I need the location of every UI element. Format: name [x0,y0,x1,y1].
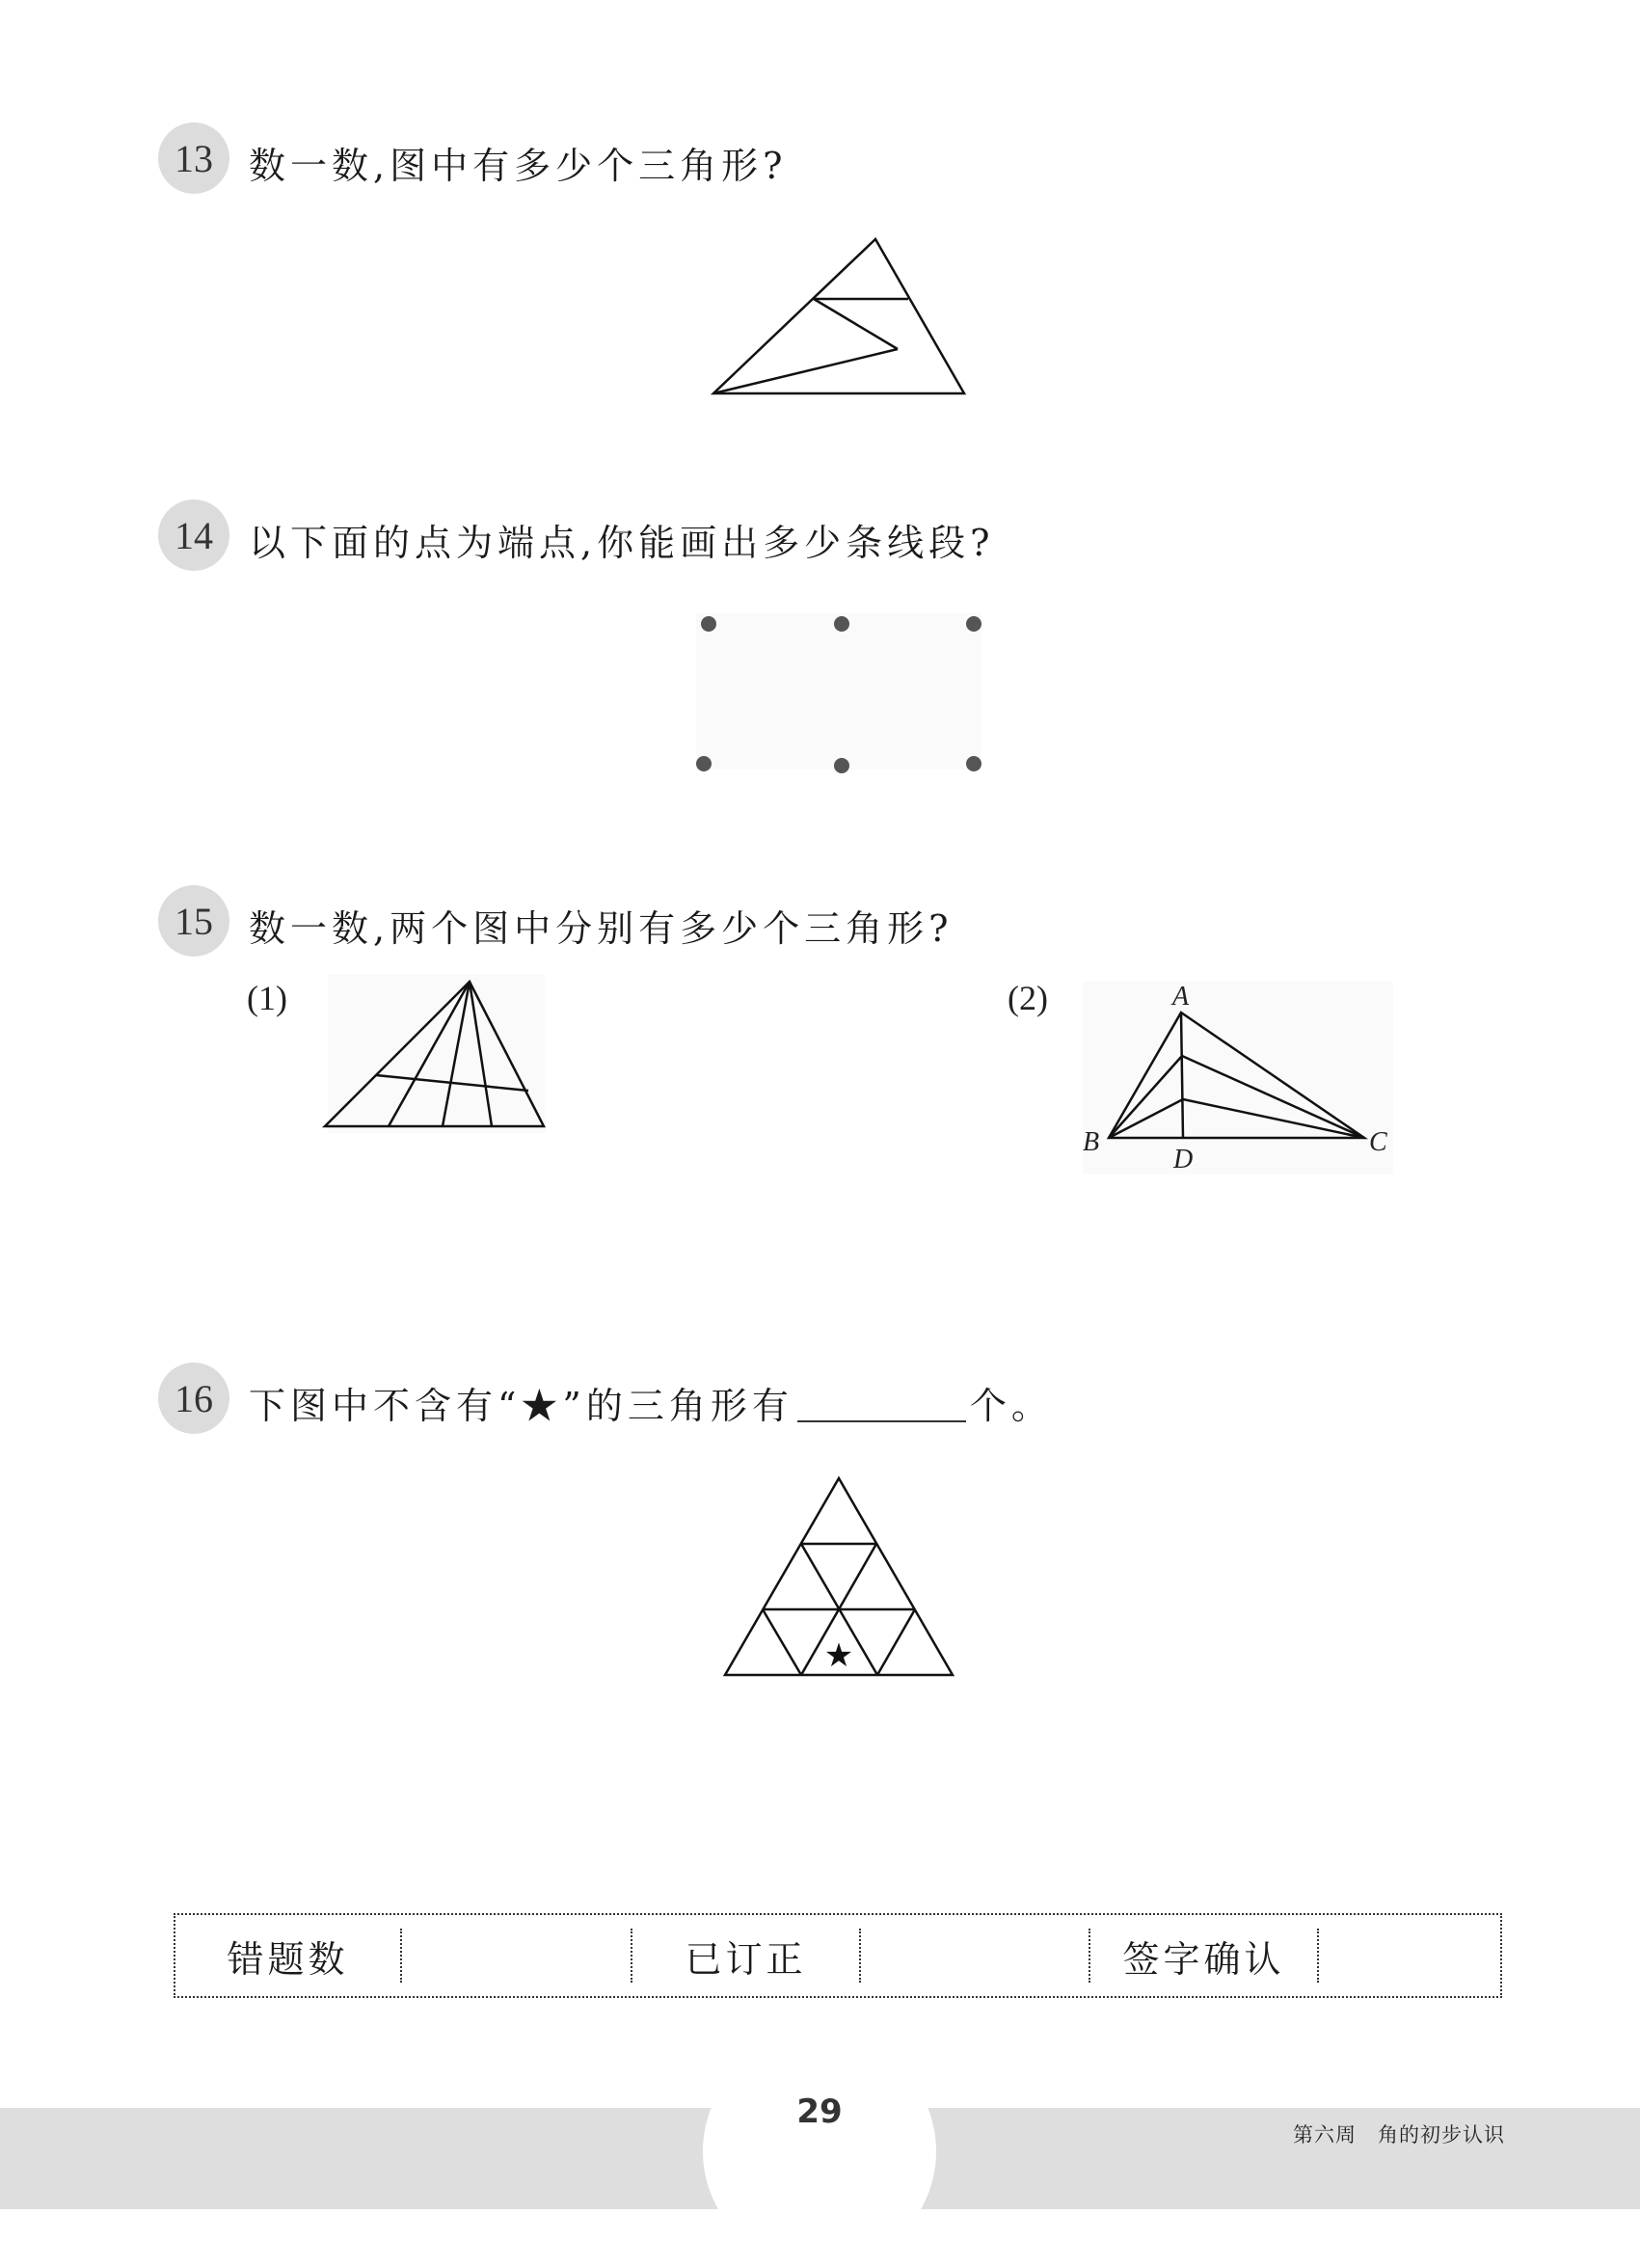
question-text-before: 下图中不含有“★”的三角形有 [249,1385,793,1427]
question-text: 数一数,两个图中分别有多少个三角形? [249,907,954,950]
figure-triangle-count-13 [704,231,974,405]
point [834,616,849,632]
point [696,756,712,771]
point [966,616,981,632]
point [834,758,849,773]
sub-label-1: (1) [247,979,287,1017]
star-icon: ★ [823,1636,854,1675]
wrong-count-field[interactable] [402,1915,631,1996]
question-number: 15 [175,899,213,943]
corrected-label: 已订正 [685,1937,807,1981]
signature-field[interactable] [1319,1915,1500,1996]
question-number-badge [158,122,229,194]
question-number: 14 [175,513,213,557]
question-number-badge [158,885,229,957]
question-text: 以下面的点为端点,你能画出多少条线段? [249,522,995,564]
figure-triangle-grid [718,1471,959,1683]
vertex-label-b: B [1083,1127,1100,1157]
point [966,756,981,771]
page-number: 29 [796,2092,843,2131]
score-table [174,1913,1502,1998]
vertex-label-c: C [1369,1127,1387,1157]
question-text: 数一数,图中有多少个三角形? [249,145,788,187]
section-title: 第六周 角的初步认识 [1293,2123,1505,2146]
sub-label-2: (2) [1008,979,1048,1017]
corrected-field[interactable] [861,1915,1089,1996]
vertex-label-d: D [1173,1145,1194,1174]
answer-blank[interactable] [797,1386,966,1422]
question-number: 13 [175,136,213,180]
page-number-circle [703,2035,936,2268]
question-number-badge [158,500,229,571]
question-text [249,1376,1053,1429]
figure-fan-triangle [318,974,550,1138]
question-number: 16 [175,1376,213,1420]
figure-triangle-abc [1075,974,1403,1181]
wrong-count-label: 错题数 [227,1937,349,1981]
question-number-badge [158,1363,229,1434]
question-text-after: 个。 [969,1385,1053,1427]
vertex-label-a: A [1172,982,1190,1012]
dot-grid-background [696,613,981,770]
signature-label: 签字确认 [1122,1937,1285,1981]
point [701,616,716,632]
